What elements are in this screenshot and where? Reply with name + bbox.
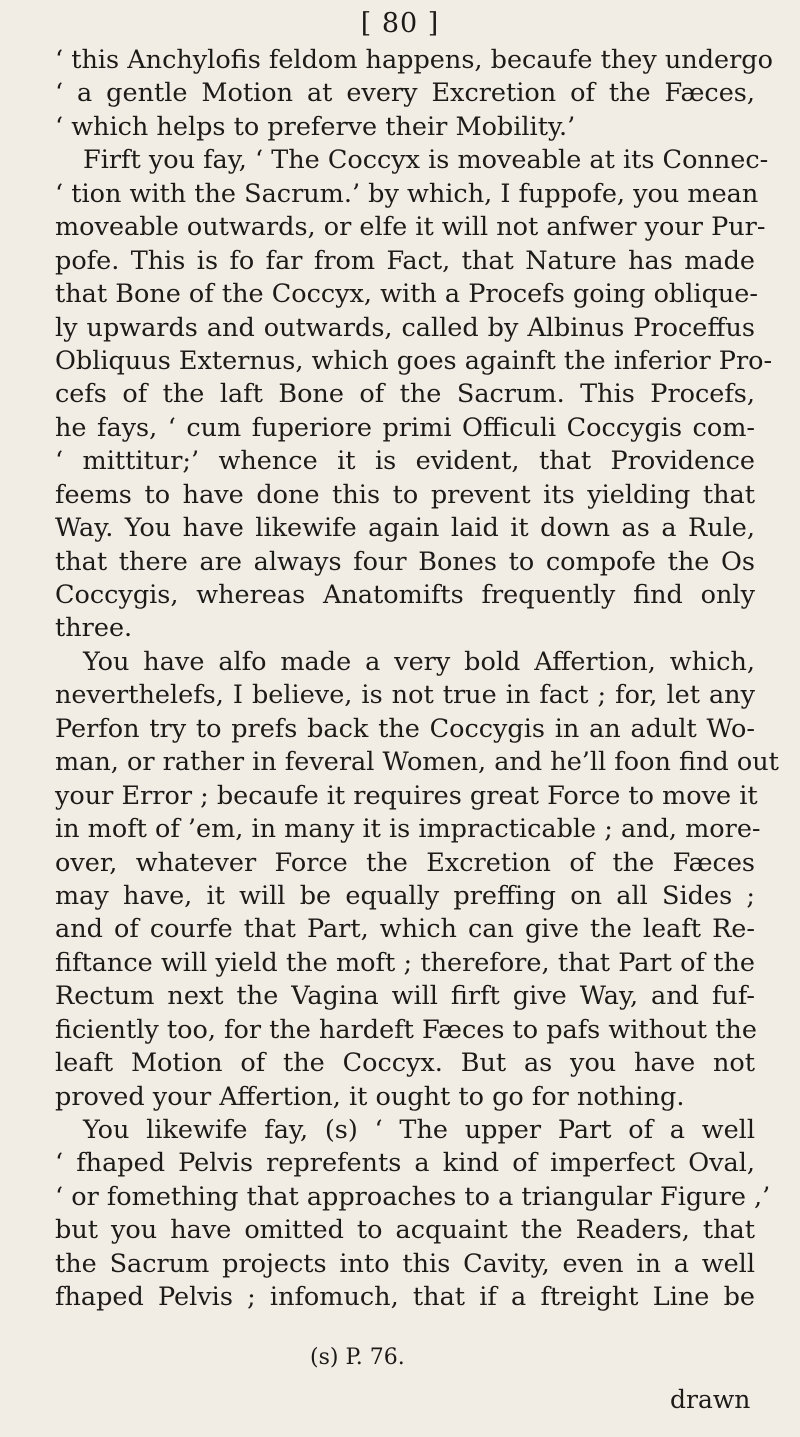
- text-line-11: cefs of the laft Bone of the Sacrum. This Procefs,: [55, 379, 755, 410]
- text-line-13: ‘ mittitur;’ whence it is evident, that Providence: [55, 446, 755, 477]
- text-line-18: three.: [55, 613, 133, 644]
- text-line-37: the Sacrum projects into this Cavity, even in a well: [55, 1248, 755, 1279]
- page-number: [ 80 ]: [360, 8, 440, 39]
- text-line-7: pofe. This is fo far from Fact, that Nature has made: [55, 245, 755, 276]
- text-line-26: may have, it will be equally preffing on all Sides ;: [55, 880, 755, 911]
- text-line-29: Rectum next the Vagina will firft give Way, and fuf-: [55, 981, 755, 1012]
- text-line-5: ‘ tion with the Sacrum.’ by which, I fuppofe, you mean: [55, 178, 759, 209]
- text-line-20: neverthelefs, I believe, is not true in fact ; for, let any: [55, 680, 755, 711]
- text-line-31: leaft Motion of the Coccyx. But as you have not: [55, 1048, 755, 1079]
- text-line-23: your Error ; becaufe it requires great Force to move it: [55, 780, 758, 811]
- text-line-1: ‘ this Anchylofis feldom happens, becaufe they undergo: [55, 45, 773, 75]
- footnote: (s) P. 76.: [310, 1345, 405, 1370]
- text-line-34: ‘ fhaped Pelvis reprefents a kind of imperfect Oval,: [55, 1148, 755, 1179]
- catchword: drawn: [670, 1385, 751, 1414]
- text-line-35: ‘ or fomething that approaches to a triangular Figure ,’: [55, 1181, 771, 1212]
- text-line-25: over, whatever Force the Excretion of the Fæces: [55, 847, 755, 878]
- text-line-6: moveable outwards, or elfe it will not anfwer your Pur-: [55, 212, 766, 243]
- text-line-14: feems to have done this to prevent its yielding that: [55, 479, 755, 510]
- text-line-27: and of courfe that Part, which can give the leaft Re-: [55, 914, 755, 945]
- text-line-9: ly upwards and outwards, called by Albinus Proceffus: [55, 312, 755, 343]
- text-line-4: Firft you fay, ‘ The Coccyx is moveable at its Connec-: [83, 145, 769, 176]
- text-line-30: ficiently too, for the hardeft Fæces to pafs without the: [55, 1014, 757, 1045]
- text-line-21: Perfon try to prefs back the Coccygis in an adult Wo-: [55, 713, 755, 744]
- text-line-22: man, or rather in feveral Women, and he’ll foon find out: [55, 747, 779, 778]
- text-line-32: proved your Affertion, it ought to go for nothing.: [55, 1081, 685, 1112]
- text-line-3: ‘ which helps to preferve their Mobility.’: [55, 111, 576, 142]
- text-line-17: Coccygis, whereas Anatomifts frequently find only: [55, 580, 755, 610]
- text-line-8: that Bone of the Coccyx, with a Procefs going oblique-: [55, 279, 759, 310]
- text-line-28: fiftance will yield the moft ; therefore, that Part of the: [55, 947, 755, 978]
- text-line-36: but you have omitted to acquaint the Readers, that: [55, 1215, 755, 1246]
- text-line-24: in moft of ’em, in many it is impracticable ; and, more-: [55, 814, 761, 845]
- text-line-12: he fays, ‘ cum fuperiore primi Officuli Coccygis com-: [55, 412, 755, 443]
- text-line-33: You likewife fay, (s) ‘ The upper Part of a well: [83, 1115, 755, 1145]
- text-line-16: that there are always four Bones to compofe the Os: [55, 546, 755, 577]
- text-line-10: Obliquus Externus, which goes againft the inferior Pro-: [55, 345, 773, 376]
- text-line-2: ‘ a gentle Motion at every Excretion of the Fæces,: [55, 78, 755, 109]
- text-line-38: fhaped Pelvis ; infomuch, that if a ftreight Line be: [55, 1282, 755, 1313]
- text-line-15: Way. You have likewife again laid it down as a Rule,: [55, 513, 755, 544]
- body-text: [55, 44, 779, 1315]
- text-line-19: You have alfo made a very bold Affertion, which,: [83, 646, 755, 677]
